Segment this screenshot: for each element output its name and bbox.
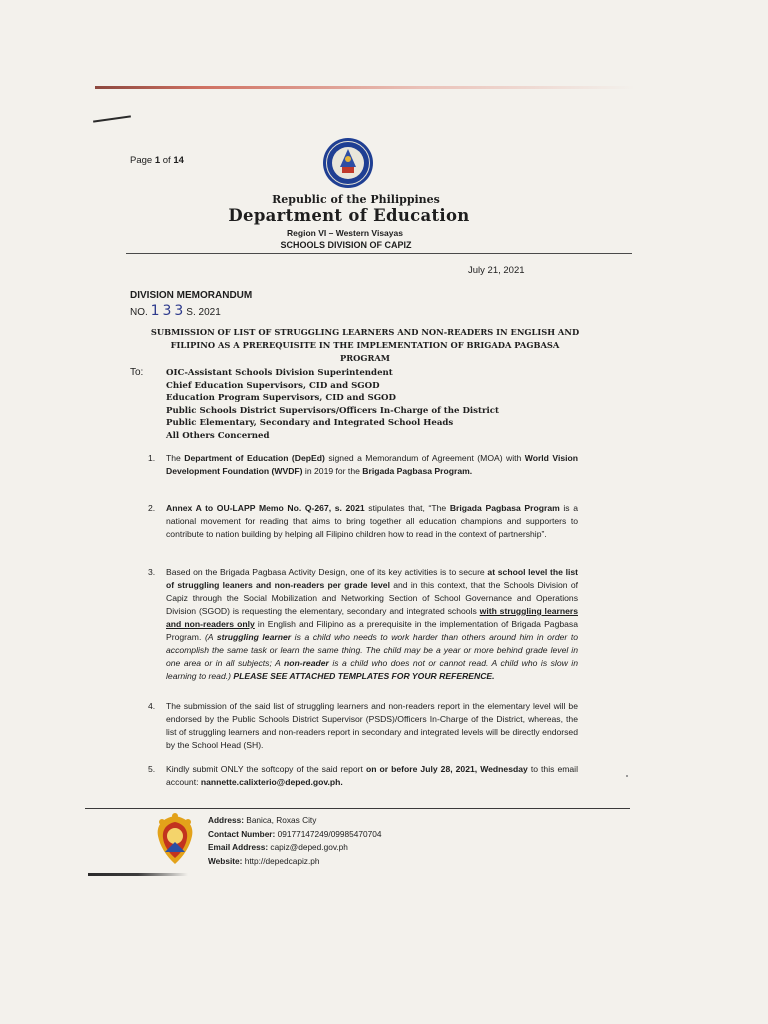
paragraph-1: 1. The Department of Education (DepEd) signed a Memorandum of Agreement (MOA) with World Vision Development Foundation (WVDF) in 2019 for the Brigada Pagbasa Program. <box>148 453 578 476</box>
page-number: Page 1 of 14 <box>130 155 184 166</box>
recipient: Education Program Supervisors, CID and SGOD <box>166 393 396 404</box>
memo-subject: SUBMISSION OF LIST OF STRUGGLING LEARNERS AND NON-READERS IN ENGLISH AND FILIPINO AS A PREREQUISITE IN THE IMPLEMENTATION OF BRIGADA PAGBASA PROGRAM <box>150 327 580 363</box>
footer-divider <box>85 808 630 809</box>
scan-artifact-bottom <box>88 873 188 876</box>
footer-email: capiz@deped.gov.ph <box>270 842 348 853</box>
paragraph-4: 4. The submission of the said list of struggling learners and non-readers report in the elementary level will be endorsed by the Public Schools District Supervisor (PSDS)/Officers In-Charge of the District, whereas, the list of struggling learners and non-readers report in secondary and integrated levels will be directly endorsed by the School Head (SH). <box>148 701 578 750</box>
header-divider <box>126 253 632 254</box>
footer-contact: Address: Banica, Roxas City Contact Number: 09177147249/09985470704 Email Address: capiz@deped.gov.ph Website: http://depedcapiz.ph <box>208 815 382 866</box>
recipient: Public Elementary, Secondary and Integrated School Heads <box>166 418 454 429</box>
recipient: All Others Concerned <box>166 430 270 441</box>
memo-date: July 21, 2021 <box>468 265 525 276</box>
republic-line: Republic of the Philippines <box>272 193 440 206</box>
to-label: To: <box>130 367 144 378</box>
footer-website: http://depedcapiz.ph <box>244 855 320 866</box>
pen-mark <box>93 115 131 122</box>
recipient-list <box>166 367 499 443</box>
deped-seal-icon <box>322 137 374 189</box>
recipient: Public Schools District Supervisors/Officers In-Charge of the District <box>166 405 499 416</box>
memo-type: DIVISION MEMORANDUM <box>130 290 253 301</box>
handwritten-number: 133 <box>150 303 187 319</box>
paragraph-5: 5. Kindly submit ONLY the softcopy of the said report on or before July 28, 2021, Wednesday to this email account: nannette.calixterio@deped.gov.ph. <box>148 764 578 787</box>
recipient: Chief Education Supervisors, CID and SGOD <box>166 380 380 391</box>
region-line: Region VI – Western Visayas <box>287 228 403 238</box>
footer-address: Banica, Roxas City <box>246 815 317 825</box>
paragraph-3: 3. Based on the Brigada Pagbasa Activity Design, one of its key activities is to secure at school level the list of struggling leaners and non-readers per grade level and in this context, that the Schools Division of Capiz through the Social Mobilization and Networking Section of School Governance and Operations Division (SGOD) is requesting the elementary, secondary and integrated schools with struggling learners and non-readers only in English and Filipino as a prerequisite in the implementation of Brigada Pagbasa Program. (A struggling learner is a child who needs to work harder than others around him in order to accomplish the same task or learn the same thing. The child may be a year or more behind grade level in one area or in all subjects; A non-reader is a child who does not or cannot read. A child who is slow in learning to read.) PLEASE SEE ATTACHED TEMPLATES FOR YOUR REFERENCE. <box>148 567 579 681</box>
division-line: SCHOOLS DIVISION OF CAPIZ <box>280 240 412 250</box>
recipient: OIC-Assistant Schools Division Superintendent <box>166 368 393 378</box>
division-logo-icon <box>150 812 200 868</box>
paragraph-2: 2. Annex A to OU-LAPP Memo No. Q-267, s. 2021 stipulates that, “The Brigada Pagbasa Program is a national movement for reading that aims to bring together all education champions and supporters to contribute to nation building by helping all Filipino children how to read in the context of partnership”. <box>148 503 579 539</box>
scan-artifact-top <box>95 86 635 89</box>
footer-phone: 09177147249/09985470704 <box>277 828 382 839</box>
memo-number: NO. 133S. 2021 <box>130 303 221 319</box>
department-name: Department of Education <box>228 206 470 225</box>
scan-speck <box>626 775 628 777</box>
